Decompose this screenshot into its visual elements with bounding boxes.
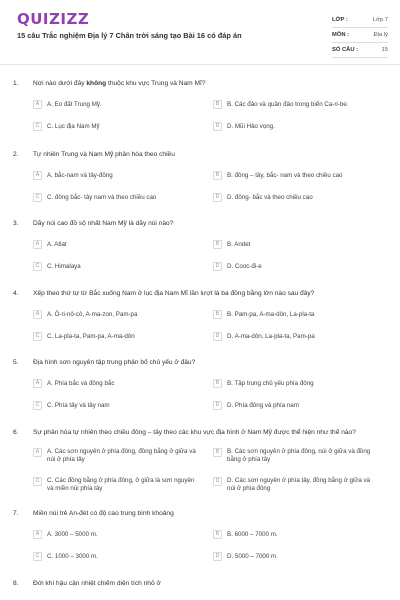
question-text: Địa hình sơn nguyên tập trung phân bố chủ yếu ở đâu? — [33, 359, 196, 366]
question-text: Dãy núi cao đồ sộ nhất Nam Mỹ là dãy núi nào? — [33, 220, 174, 227]
question-number: 3. — [13, 220, 19, 227]
option-letter-box: D — [213, 262, 222, 271]
option-text: B. Các đảo và quần đảo trong biển Ca-ri-be. — [227, 100, 349, 108]
question-number: 8. — [13, 580, 19, 587]
option-letter-box: A — [33, 448, 42, 457]
option-letter-box: C — [33, 262, 42, 271]
document-title: 15 câu Trắc nghiệm Địa lý 7 Chân trời sáng tạo Bài 16 có đáp án — [17, 31, 242, 40]
quizizz-logo: QUIZIZZ — [17, 10, 90, 28]
option-text: B. Pam-pa, A-ma-dôn, La-pla-ta — [227, 310, 315, 318]
option-letter-box: B — [213, 100, 222, 109]
meta-key: MÔN : — [332, 32, 350, 38]
option-letter-box: C — [33, 401, 42, 410]
option-text: C. Các đồng bằng ở phía đông, ở giữa là sơn nguyên và miền núi phía tây — [47, 477, 195, 492]
option-letter-box: C — [33, 477, 42, 486]
option-letter-box: D — [213, 332, 222, 341]
option-text: A. Phía bắc và đông bắc — [47, 379, 115, 387]
option-letter-box: C — [33, 332, 42, 341]
option-text: B. Tập trung chủ yếu phía đông — [227, 379, 314, 387]
option-letter-box: D — [213, 401, 222, 410]
question-number: 5. — [13, 359, 19, 366]
option-text: C. 1000 – 3000 m. — [47, 552, 98, 560]
option-letter-box: B — [213, 379, 222, 388]
option-text: A. 3000 – 5000 m. — [47, 530, 98, 538]
question-text-post: thuộc khu vực Trung và Nam Mĩ? — [106, 80, 206, 87]
option-text: A. Các sơn nguyên ở phía đông, đồng bằng ở giữa và núi ở phía tây — [47, 448, 196, 463]
option-letter-box: A — [33, 379, 42, 388]
question-text-pre: Nơi nào dưới đây — [33, 80, 87, 87]
meta-value: Lớp 7 — [372, 17, 388, 23]
option-text: D. 5000 – 7000 m. — [227, 552, 278, 560]
option-text: D. Mũi Hảo vọng. — [227, 122, 275, 130]
meta-panel — [332, 13, 388, 58]
option-text: A. Ô-ri-nô-cô, A-ma-zon, Pam-pa — [47, 310, 138, 318]
option-letter-box: A — [33, 171, 42, 180]
question-number: 4. — [13, 290, 19, 297]
question-text: Đới khí hậu cận nhiệt chiếm diện tích nhỏ ở — [33, 580, 161, 587]
option-letter-box: B — [213, 448, 222, 457]
option-text: B. 6000 – 7000 m. — [227, 530, 278, 538]
option-text: B. Các sơn nguyên ở phía đông, núi ở giữa và đồng bằng ở phía tây — [227, 448, 371, 463]
option-letter-box: D — [213, 122, 222, 131]
page-header — [0, 0, 400, 65]
option-letter-box: A — [33, 530, 42, 539]
option-letter-box: A — [33, 240, 42, 249]
meta-row-class — [332, 13, 388, 28]
option-text: D. A-ma-dôn, La-pla-ta, Pam-pa — [227, 332, 315, 340]
meta-key: SỐ CÂU : — [332, 47, 359, 53]
question-text-bold: không — [86, 80, 107, 87]
option-letter-box: C — [33, 193, 42, 202]
question-text: Xếp theo thứ tự từ Bắc xuống Nam ở lục địa Nam Mĩ lần lượt là ba đồng bằng lớn nào sau đây? — [33, 290, 315, 297]
meta-row-count — [332, 43, 388, 58]
question-number: 6. — [13, 429, 19, 436]
option-text: B. Andet — [227, 240, 251, 248]
question-text: Sự phân hóa tự nhiên theo chiều đông – tây theo các khu vực địa hình ở Nam Mỹ được thể hiện như thế nào? — [33, 429, 356, 436]
option-text: B. đông – tây, bắc- nam và theo chiều cao — [227, 171, 343, 179]
option-letter-box: C — [33, 122, 42, 131]
option-text: C. Himalaya — [47, 262, 81, 270]
question-number: 7. — [13, 510, 19, 517]
question-text — [33, 80, 388, 88]
option-letter-box: B — [213, 240, 222, 249]
meta-row-subject — [332, 28, 388, 43]
option-text: A. bắc-nam và tây-đông — [47, 171, 113, 179]
question-text: Miền núi trẻ An-đét có độ cao trung bình khoảng — [33, 510, 174, 517]
option-letter-box: B — [213, 530, 222, 539]
option-text: A. Eo đất Trung Mỹ. — [47, 100, 102, 108]
option-text: C. đông bắc- tây nam và theo chiều cao — [47, 193, 157, 201]
option-text: D. Phía đông và phía nam — [227, 401, 299, 409]
question-number: 2. — [13, 151, 19, 158]
option-letter-box: B — [213, 310, 222, 319]
option-text: D. Cooc-đi-e — [227, 262, 262, 270]
option-text: C. Lục địa Nam Mỹ — [47, 122, 100, 130]
meta-value: Địa lý — [373, 32, 388, 38]
option-text: D. đông- bắc và theo chiều cao — [227, 193, 313, 201]
option-letter-box: D — [213, 477, 222, 486]
option-letter-box: D — [213, 552, 222, 561]
option-letter-box: C — [33, 552, 42, 561]
option-text: D. Các sơn nguyên ở phía tây, đồng bằng ở giữa và núi ở phía đông — [227, 477, 371, 492]
option-letter-box: D — [213, 193, 222, 202]
question-number: 1. — [13, 80, 19, 87]
option-letter-box: A — [33, 310, 42, 319]
option-text: A. Atlat — [47, 240, 67, 248]
option-text: C. Phía tây và tây nam — [47, 401, 110, 409]
question-text: Tự nhiên Trung và Nam Mỹ phân hóa theo chiều — [33, 151, 175, 158]
meta-value: 15 — [381, 47, 388, 53]
meta-key: LỚP : — [332, 17, 348, 23]
option-letter-box: A — [33, 100, 42, 109]
option-letter-box: B — [213, 171, 222, 180]
option-text: C. La-pla-ta, Pam-pa, A-ma-dôn — [47, 332, 135, 340]
